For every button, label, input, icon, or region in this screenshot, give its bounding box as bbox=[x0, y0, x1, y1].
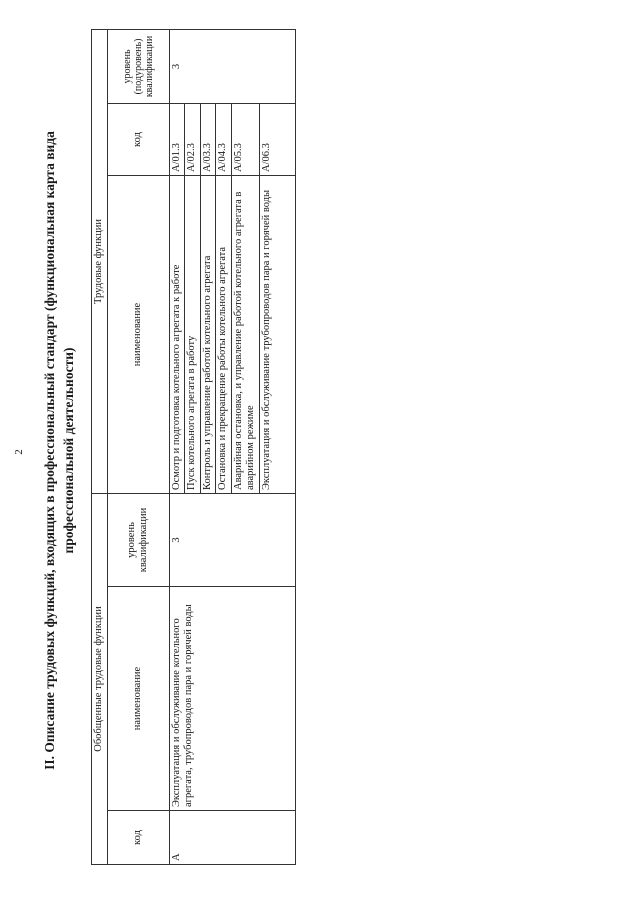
gf-name-cell: Эксплуатация и обслуживание котельного агрегата, трубопроводов пара и горячей воды bbox=[169, 587, 295, 811]
group-header-row bbox=[92, 29, 108, 864]
header-qual-level: уровень квалификации bbox=[107, 494, 169, 587]
header-tf-name: наименование bbox=[107, 176, 169, 494]
header-labor-functions: Трудовые функции bbox=[92, 29, 108, 493]
heading-line-1: II. Описание трудовых функций, входящих в профессиональный стандарт (функциональная карта вида bbox=[42, 131, 57, 770]
heading-line-2: профессиональной деятельности) bbox=[61, 347, 76, 554]
section-heading bbox=[40, 28, 78, 873]
tf-code-cell: A/02.3 bbox=[185, 104, 201, 176]
table-row bbox=[169, 29, 185, 864]
tf-name-cell: Эксплуатация и обслуживание трубопроводов пара и горячей воды bbox=[259, 176, 295, 494]
sublevel-cell: 3 bbox=[169, 29, 295, 103]
header-name: наименование bbox=[107, 587, 169, 811]
functional-map-table bbox=[91, 29, 296, 865]
tf-code-cell: A/03.3 bbox=[200, 104, 216, 176]
tf-code-cell: A/06.3 bbox=[259, 104, 295, 176]
column-header-row bbox=[107, 29, 169, 864]
gf-level-cell: 3 bbox=[169, 494, 295, 587]
tf-name-cell: Остановка и прекращение работы котельного агрегата bbox=[216, 176, 232, 494]
tf-code-cell: A/04.3 bbox=[216, 104, 232, 176]
tf-name-cell: Аварийная остановка, и управление работой котельного агрегата в аварийном режиме bbox=[231, 176, 259, 494]
tf-code-cell: A/01.3 bbox=[169, 104, 185, 176]
rotated-page-content bbox=[40, 28, 520, 873]
tf-code-cell: A/05.3 bbox=[231, 104, 259, 176]
tf-name-cell: Осмотр и подготовка котельного агрегата к работе bbox=[169, 176, 185, 494]
header-sublevel: уровень (подуровень) квалификации bbox=[107, 29, 169, 103]
header-generalized-functions: Обобщенные трудовые функции bbox=[92, 494, 108, 865]
header-code: код bbox=[107, 811, 169, 865]
tf-name-cell: Контроль и управление работой котельного агрегата bbox=[200, 176, 216, 494]
tf-name-cell: Пуск котельного агрегата в работу bbox=[185, 176, 201, 494]
gf-code-cell: А bbox=[169, 811, 295, 865]
header-tf-code: код bbox=[107, 104, 169, 176]
